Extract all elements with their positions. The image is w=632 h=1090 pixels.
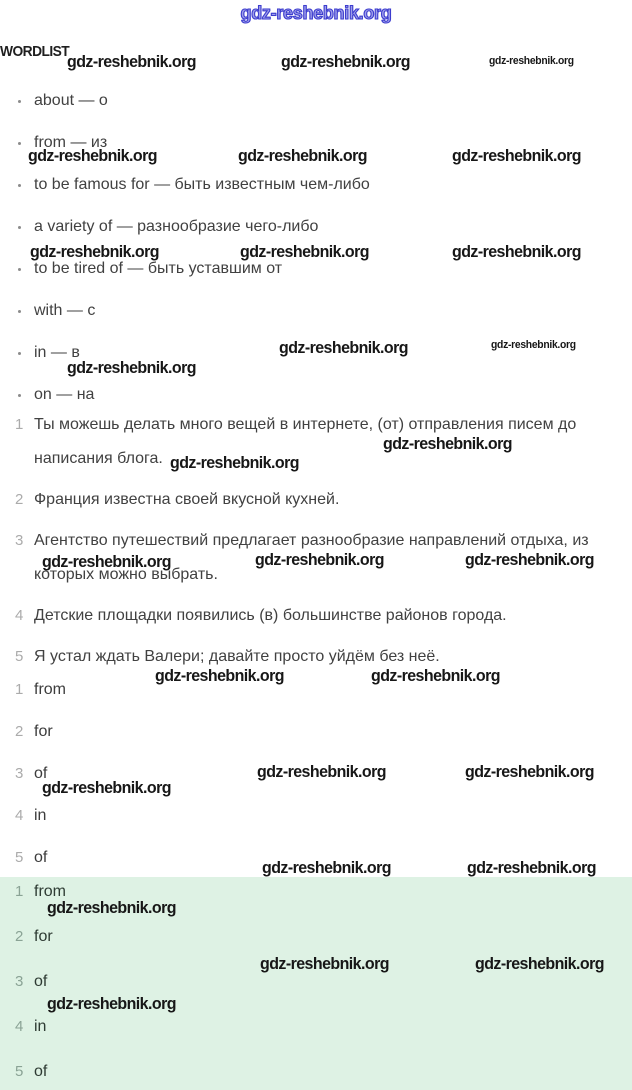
answer-text: in: [34, 1018, 47, 1035]
answer-item: [0, 721, 632, 743]
item-number: 4: [15, 607, 24, 624]
item-number: 2: [15, 723, 24, 740]
answer-item: [0, 679, 632, 701]
bullet-icon: [18, 184, 21, 187]
sentence-list: [0, 408, 632, 681]
answer-text: in: [34, 807, 47, 824]
watermark: gdz-reshebnik.org: [42, 552, 171, 571]
sentence-text: Франция известна своей вкусной кухней.: [34, 491, 340, 508]
watermark: gdz-reshebnik.org: [255, 550, 384, 569]
sentence-item: [0, 640, 632, 674]
watermark: gdz-reshebnik.org: [47, 994, 176, 1013]
wordlist-item-text: with — с: [34, 302, 96, 319]
wordlist-item-text: about — о: [34, 92, 108, 109]
item-number: 3: [15, 765, 24, 782]
list-item: [0, 90, 632, 112]
watermark: gdz-reshebnik.org: [475, 954, 604, 973]
bullet-icon: [18, 226, 21, 229]
answer-text: for: [34, 928, 53, 945]
sentence-text: Ты можешь делать много вещей в интернете, (от) отправления писем до написания блога.: [34, 416, 577, 467]
item-number: 1: [15, 681, 24, 698]
item-number: 4: [15, 1018, 24, 1035]
answer-item: [0, 971, 632, 993]
watermark: gdz-reshebnik.org: [279, 338, 408, 357]
answer-text: of: [34, 765, 48, 782]
sentence-item: [0, 483, 632, 517]
answer-text: of: [34, 849, 48, 866]
sentence-text: Агентство путешествий предлагает разнообразие направлений отдыха, из которых можно выбрать.: [34, 532, 589, 583]
answer-text: of: [34, 973, 48, 990]
bullet-icon: [18, 142, 21, 145]
watermark: gdz-reshebnik.org: [465, 762, 594, 781]
watermark: gdz-reshebnik.org: [30, 242, 159, 261]
list-item: [0, 216, 632, 238]
list-item: [0, 174, 632, 196]
item-number: 3: [15, 532, 24, 549]
sentence-item: [0, 408, 632, 476]
watermark: gdz-reshebnik.org: [155, 666, 284, 685]
item-number: 5: [15, 1063, 24, 1080]
watermark: gdz-reshebnik.org: [452, 146, 581, 165]
answer-item: [0, 1016, 632, 1038]
list-item: [0, 384, 632, 406]
bullet-icon: [18, 100, 21, 103]
item-number: 5: [15, 648, 24, 665]
watermark: gdz-reshebnik.org: [67, 358, 196, 377]
item-number: 2: [15, 491, 24, 508]
watermark: gdz-reshebnik.org: [257, 762, 386, 781]
item-number: 2: [15, 928, 24, 945]
watermark: gdz-reshebnik.org: [465, 550, 594, 569]
wordlist-item-text: to be tired of — быть уставшим от: [34, 260, 283, 277]
watermark: gdz-reshebnik.org: [452, 242, 581, 261]
bullet-icon: [18, 352, 21, 355]
item-number: 1: [15, 416, 24, 433]
site-watermark-header: gdz-reshebnik.org: [240, 3, 392, 23]
answer-text: of: [34, 1063, 48, 1080]
answer-text: from: [34, 681, 66, 698]
answer-text: from: [34, 883, 66, 900]
page-title: WORDLIST: [0, 43, 70, 60]
watermark: gdz-reshebnik.org: [42, 778, 171, 797]
watermark: gdz-reshebnik.org: [491, 339, 576, 351]
wordlist-item-text: from — из: [34, 134, 108, 151]
watermark: gdz-reshebnik.org: [67, 52, 196, 71]
watermark: gdz-reshebnik.org: [467, 858, 596, 877]
answer-item: [0, 926, 632, 948]
item-number: 1: [15, 883, 24, 900]
watermark: gdz-reshebnik.org: [260, 954, 389, 973]
watermark: gdz-reshebnik.org: [262, 858, 391, 877]
list-item: [0, 300, 632, 322]
watermark: gdz-reshebnik.org: [383, 434, 512, 453]
watermark: gdz-reshebnik.org: [238, 146, 367, 165]
answer-text: for: [34, 723, 53, 740]
watermark: gdz-reshebnik.org: [240, 242, 369, 261]
sentence-text: Детские площадки появились (в) большинстве районов города.: [34, 607, 507, 624]
watermark: gdz-reshebnik.org: [28, 146, 157, 165]
wordlist-item-text: in — в: [34, 344, 80, 361]
watermark: gdz-reshebnik.org: [170, 453, 299, 472]
watermark: gdz-reshebnik.org: [371, 666, 500, 685]
item-number: 4: [15, 807, 24, 824]
watermark: gdz-reshebnik.org: [47, 898, 176, 917]
bullet-icon: [18, 394, 21, 397]
item-number: 3: [15, 973, 24, 990]
watermark: gdz-reshebnik.org: [281, 52, 410, 71]
answer-item: [0, 805, 632, 827]
wordlist-item-text: a variety of — разнообразие чего-либо: [34, 218, 319, 235]
sentence-item: [0, 599, 632, 633]
sentence-text: Я устал ждать Валери; давайте просто уйдём без неё.: [34, 648, 440, 665]
bullet-icon: [18, 268, 21, 271]
item-number: 5: [15, 849, 24, 866]
wordlist-item-text: on — на: [34, 386, 95, 403]
bullet-icon: [18, 310, 21, 313]
watermark: gdz-reshebnik.org: [489, 55, 574, 67]
answer-item: [0, 1061, 632, 1083]
wordlist-item-text: to be famous for — быть известным чем-либо: [34, 176, 370, 193]
